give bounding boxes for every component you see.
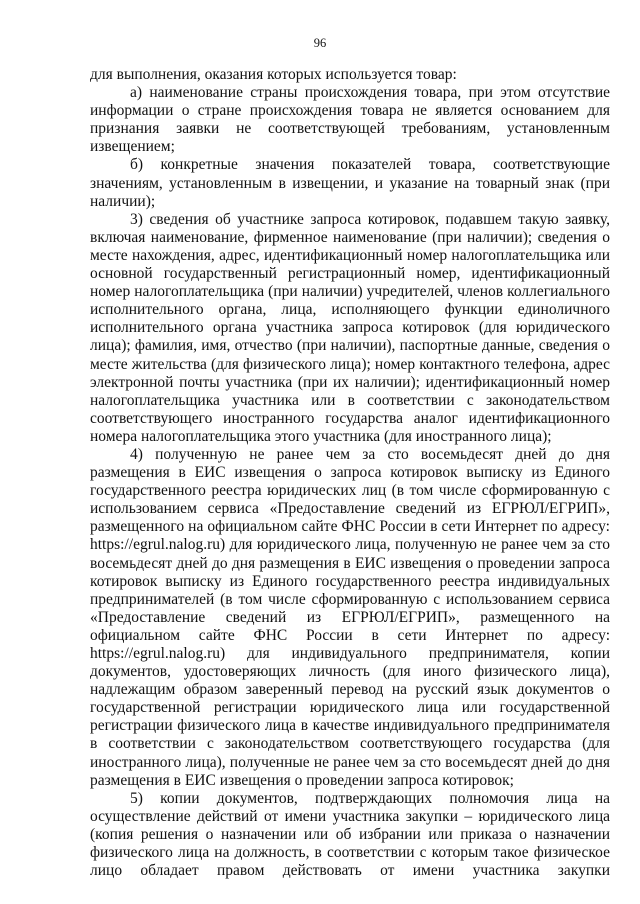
paragraph-item-a: а) наименование страны происхождения товара, при этом отсутствие информации о стране происхождения товара не является основанием для признания заявки не соответствующей требованиям, установленным извещением; — [90, 84, 610, 156]
paragraph-item-3: 3) сведения об участнике запроса котировок, подавшем такую заявку, включая наименование, фирменное наименование (при наличии); сведения о месте нахождения, адрес, идентификационный номер налогоплательщика или основной государственный регистрационный номер, идентификационный номер налогоплательщика (при наличии) учредителей, членов коллегиального исполнительного органа, лица, исполняющего функции единоличного исполнительного органа участника запроса котировок (для юридического лица); фамилия, имя, отчество (при наличии), паспортные данные, сведения о месте жительства (для физического лица); номер контактного телефона, адрес электронной почты участника (при их наличии); идентификационный номер налогоплательщика участника или в соответствии с законодательством соответствующего иностранного государства аналог идентификационного номера налогоплательщика этого участника (для иностранного лица); — [90, 210, 610, 445]
page-number: 96 — [313, 36, 327, 50]
paragraph-item-4: 4) полученную не ранее чем за сто восемьдесят дней до дня размещения в ЕИС извещения о запроса котировок выписку из Единого государственного реестра юридических лиц (в том числе сформированную с использованием сервиса «Предоставление сведений из ЕГРЮЛ/ЕГРИП», размещенного на официальном сайте ФНС России в сети Интернет по адресу: https://egrul.nalog.ru) для юридического лица, полученную не ранее чем за сто восемьдесят дней до дня размещения в ЕИС извещения о проведении запроса котировок выписку из Единого государственного реестра индивидуальных предпринимателей (в том числе сформированную с использованием сервиса «Предоставление сведений из ЕГРЮЛ/ЕГРИП», размещенного на официальном сайте ФНС России в сети Интернет по адресу: https://egrul.nalog.ru) для индивидуального предпринимателя, копии документов, удостоверяющих личность (для иного физического лица), надлежащим образом заверенный перевод на русский язык документов о государственной регистрации юридического лица или государственной регистрации физического лица в качестве индивидуального предпринимателя в соответствии с законодательством соответствующего государства (для иностранного лица), полученные не ранее чем за сто восемьдесят дней до дня размещения в ЕИС извещения о проведении запроса котировок; — [90, 445, 610, 789]
document-body — [90, 66, 610, 880]
paragraph-item-b: б) конкретные значения показателей товара, соответствующие значениям, установленным в извещении, и указание на товарный знак (при наличии); — [90, 156, 610, 210]
paragraph-item-5: 5) копии документов, подтверждающих полномочия лица на осуществление действий от имени участника закупки – юридического лица (копия решения о назначении или об избрании или приказа о назначении физического лица на должность, в соответствии с которым такое физическое лицо обладает правом действовать от имени участника закупки — [90, 789, 610, 880]
paragraph-intro: для выполнения, оказания которых используется товар: — [90, 66, 457, 83]
